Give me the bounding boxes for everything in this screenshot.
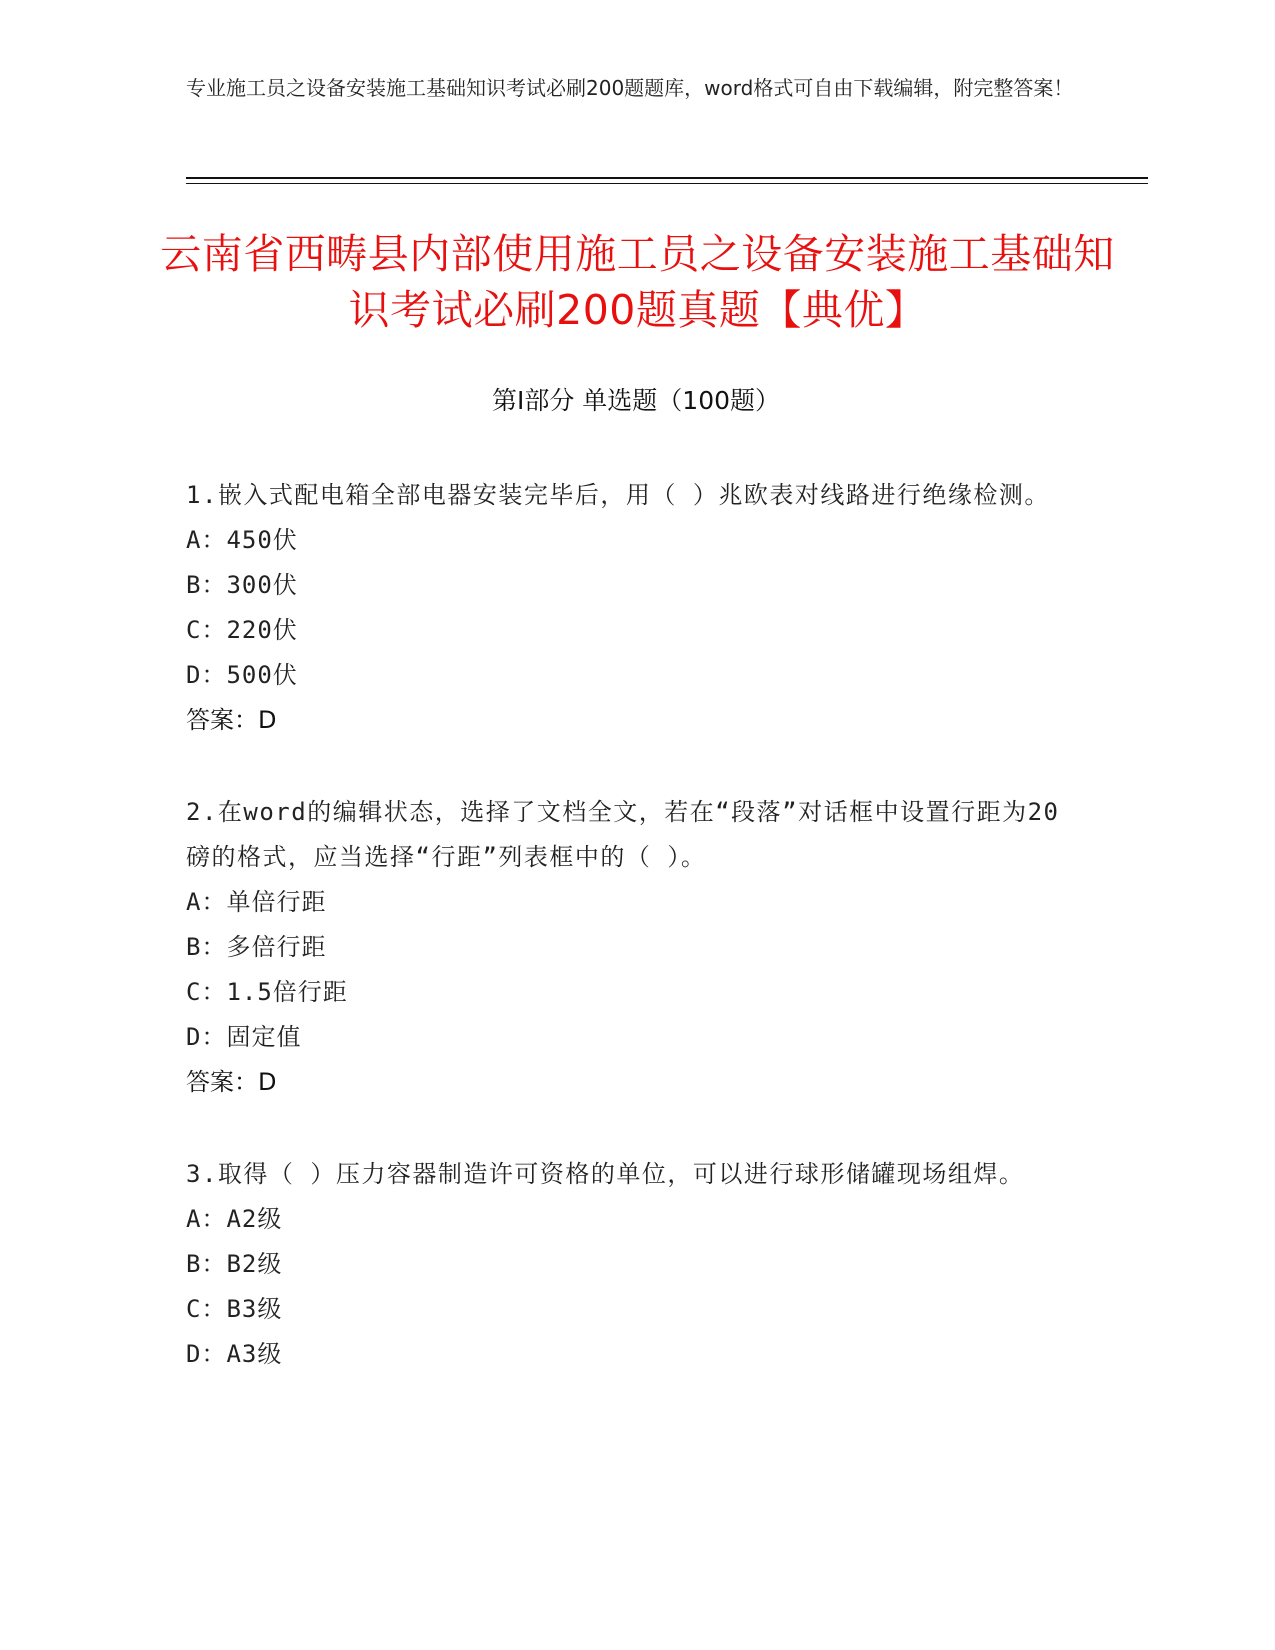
question-list	[186, 473, 1076, 1424]
question-stem: 3.取得（ ）压力容器制造许可资格的单位，可以进行球形储罐现场组焊。	[186, 1160, 1025, 1188]
option-b: B：B2级	[186, 1250, 283, 1278]
question-2	[186, 790, 1076, 1105]
option-a: A：单倍行距	[186, 888, 327, 916]
option-c: C：220伏	[186, 616, 298, 644]
option-d: D：500伏	[186, 661, 298, 689]
option-c: C：1.5倍行距	[186, 978, 348, 1006]
option-d: D：固定值	[186, 1023, 302, 1051]
question-1	[186, 473, 1076, 743]
option-c: C：B3级	[186, 1295, 283, 1323]
option-b: B：多倍行距	[186, 933, 327, 961]
option-a: A：450伏	[186, 526, 298, 554]
option-a: A：A2级	[186, 1205, 283, 1233]
header-note: 专业施工员之设备安装施工基础知识考试必刷200题题库，word格式可自由下载编辑，附完整答案！	[186, 76, 1074, 100]
question-3	[186, 1152, 1076, 1377]
option-b: B：300伏	[186, 571, 298, 599]
document-title: 云南省西畴县内部使用施工员之设备安装施工基础知识考试必刷200题真题【典优】	[160, 230, 1115, 334]
option-d: D：A3级	[186, 1340, 283, 1368]
question-stem: 1.嵌入式配电箱全部电器安装完毕后，用（ ）兆欧表对线路进行绝缘检测。	[186, 481, 1050, 509]
answer-line: 答案：D	[186, 706, 277, 734]
section-heading: 第I部分 单选题（100题）	[491, 386, 781, 415]
answer-line: 答案：D	[186, 1068, 277, 1096]
header-divider	[186, 177, 1148, 179]
question-stem: 2.在word的编辑状态，选择了文档全文，若在“段落”对话框中设置行距为20磅的格式，应当选择“行距”列表框中的（ ）。	[186, 798, 1060, 871]
header-divider-thin	[186, 183, 1148, 184]
